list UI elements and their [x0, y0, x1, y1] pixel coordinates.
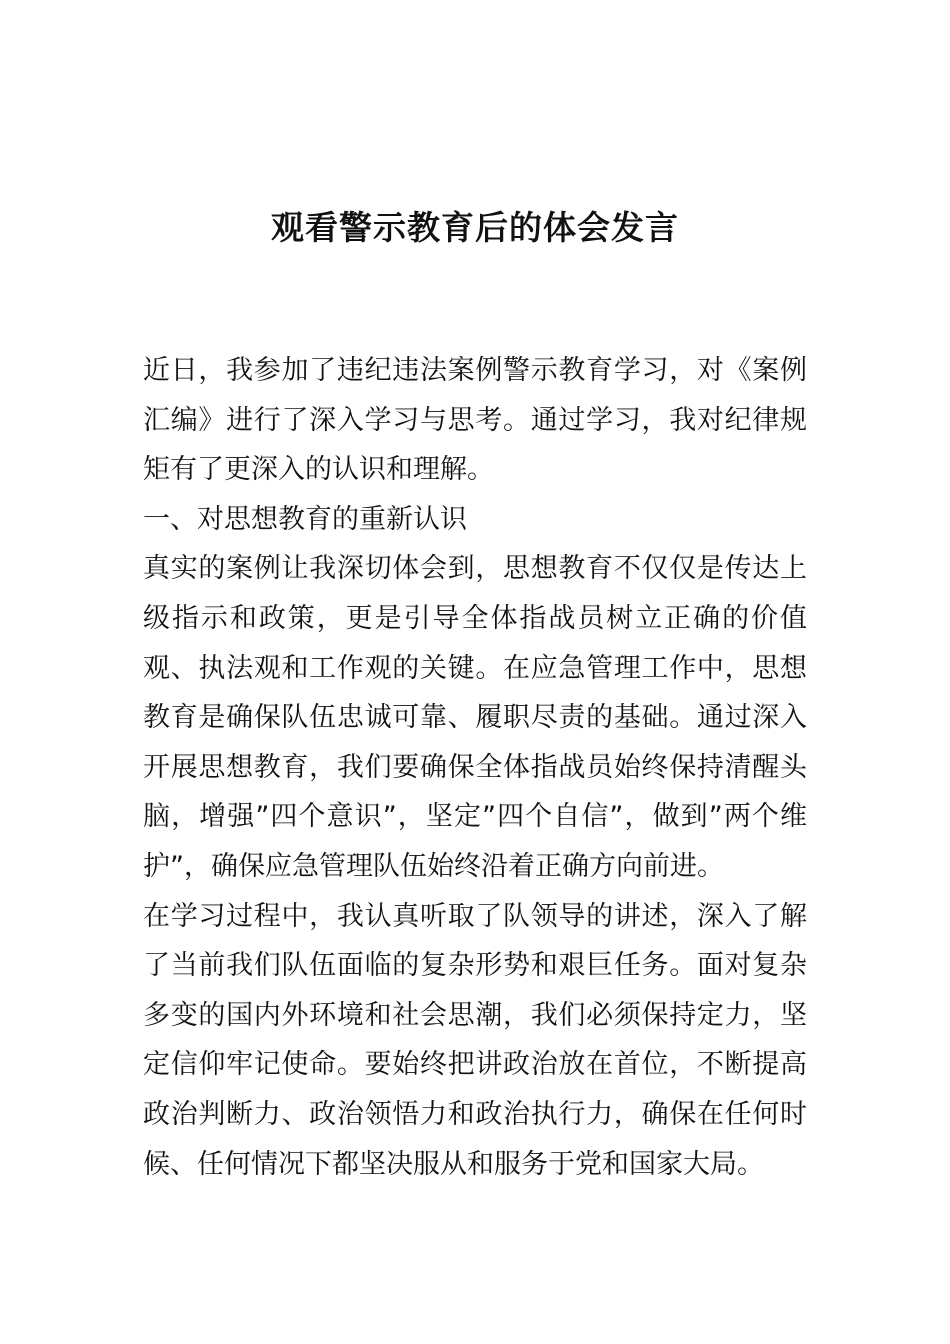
paragraph-learning-process: 在学习过程中，我认真听取了队领导的讲述，深入了解了当前我们队伍面临的复杂形势和艰巨任务。面对复杂多变的国内外环境和社会思潮，我们必须保持定力，坚定信仰牢记使命。要始终把讲政治放在首位，不断提高政治判断力、政治领悟力和政治执行力，确保在任何时候、任何情况下都坚决服从和服务于党和国家大局。 — [143, 900, 807, 1180]
document-title: 观看警示教育后的体会发言 — [271, 208, 679, 247]
document-body — [143, 346, 807, 1189]
paragraph-thought-education: 真实的案例让我深切体会到，思想教育不仅仅是传达上级指示和政策，更是引导全体指战员树立正确的价值观、执法观和工作观的关键。在应急管理工作中，思想教育是确保队伍忠诚可靠、履职尽责的基础。通过深入开展思想教育，我们要确保全体指战员始终保持清醒头脑，增强”四个意识”，坚定”四个自信”，做到”两个维护”，确保应急管理队伍始终沿着正确方向前进。 — [143, 553, 807, 882]
paragraph-intro: 近日，我参加了违纪违法案例警示教育学习，对《案例汇编》进行了深入学习与思考。通过学习，我对纪律规矩有了更深入的认识和理解。 — [143, 355, 807, 486]
section-heading: 一、对思想教育的重新认识 — [143, 503, 467, 535]
